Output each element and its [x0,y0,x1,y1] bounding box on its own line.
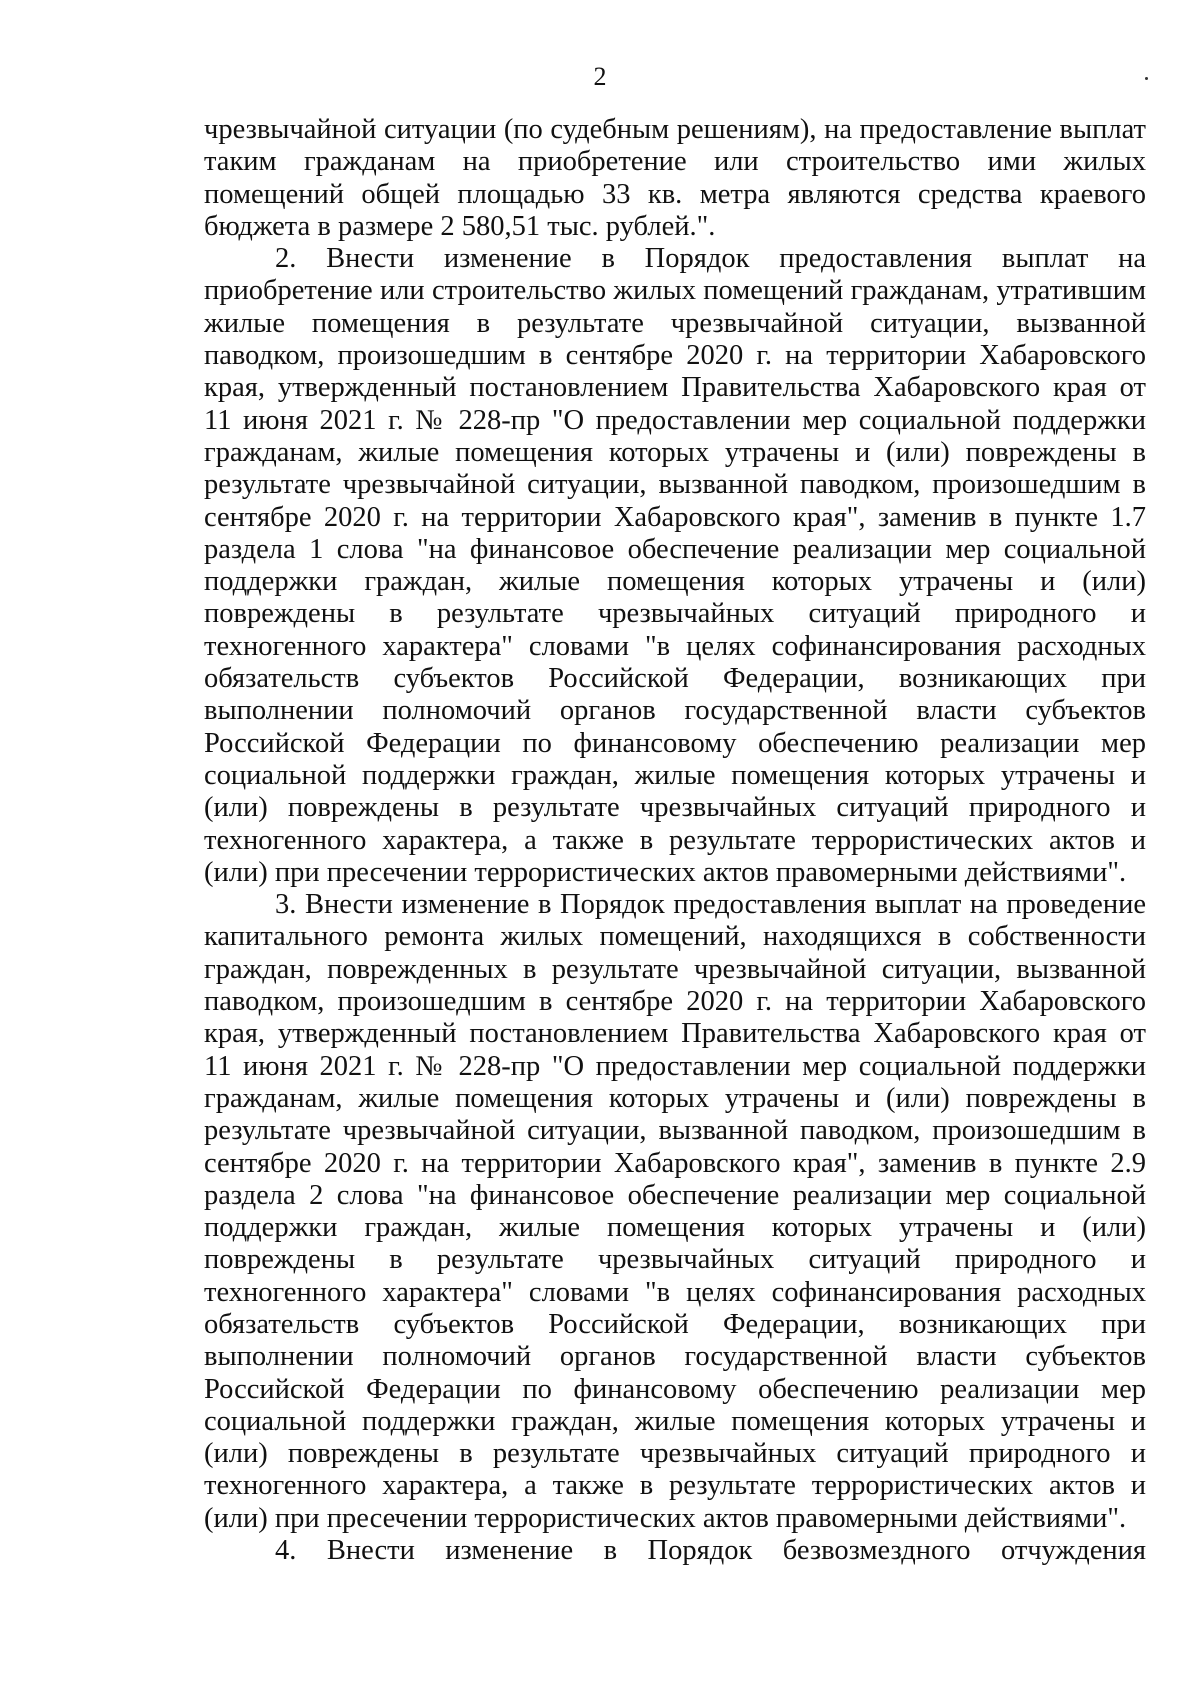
paragraph-item-3: 3. Внести изменение в Порядок предоставления выплат на проведение капитального ремонта жилых помещений, находящихся в собственности граждан, поврежденных в результате чрезвычайной ситуации, вызванной паводком, произошедшим в сентябре 2020 г. на территории Хабаровского края, утвержденный постановлением Правительства Хабаровского края от 11 июня 2021 г. № 228-пр "О предоставлении мер социальной поддержки гражданам, жилые помещения которых утрачены и (или) повреждены в результате чрезвычайной ситуации, вызванной паводком, произошедшим в сентябре 2020 г. на территории Хабаровского края", заменив в пункте 2.9 раздела 2 слова "на финансовое обеспечение реализации мер социальной поддержки граждан, жилые помещения которых утрачены и (или) повреждены в результате чрезвычайных ситуаций природного и техногенного характера" словами "в целях софинансирования расходных обязательств субъектов Российской Федерации, возникающих при выполнении полномочий органов государственной власти субъектов Российской Федерации по финансовому обеспечению реализации мер социальной поддержки граждан, жилые помещения которых утрачены и (или) повреждены в результате чрезвычайных ситуаций природного и техногенного характера, а также в результате террористических актов и (или) при пресечении террористических актов правомерными действиями". [204,889,1146,1534]
page-number: 2 [593,62,607,91]
paragraph-item-4: 4. Внести изменение в Порядок безвозмездного отчуждения [275,1535,1146,1567]
document-body [204,114,1146,1567]
paragraph-item-2: 2. Внести изменение в Порядок предоставления выплат на приобретение или строительство жилых помещений гражданам, утратившим жилые помещения в результате чрезвычайной ситуации, вызванной паводком, произошедшим в сентябре 2020 г. на территории Хабаровского края, утвержденный постановлением Правительства Хабаровского края от 11 июня 2021 г. № 228-пр "О предоставлении мер социальной поддержки гражданам, жилые помещения которых утрачены и (или) повреждены в результате чрезвычайной ситуации, вызванной паводком, произошедшим в сентябре 2020 г. на территории Хабаровского края", заменив в пункте 1.7 раздела 1 слова "на финансовое обеспечение реализации мер социальной поддержки граждан, жилые помещения которых утрачены и (или) повреждены в результате чрезвычайных ситуаций природного и техногенного характера" словами "в целях софинансирования расходных обязательств субъектов Российской Федерации, возникающих при выполнении полномочий органов государственной власти субъектов Российской Федерации по финансовому обеспечению реализации мер социальной поддержки граждан, жилые помещения которых утрачены и (или) повреждены в результате чрезвычайных ситуаций природного и техногенного характера, а также в результате террористических актов и (или) при пресечении террористических актов правомерными действиями". [204,243,1146,888]
paragraph-continuation: чрезвычайной ситуации (по судебным решениям), на предоставление выплат таким гражданам на приобретение или строительство ими жилых помещений общей площадью 33 кв. метра являются средства краевого бюджета в размере 2 580,51 тыс. рублей.". [204,114,1146,242]
scan-speck [1145,77,1148,80]
